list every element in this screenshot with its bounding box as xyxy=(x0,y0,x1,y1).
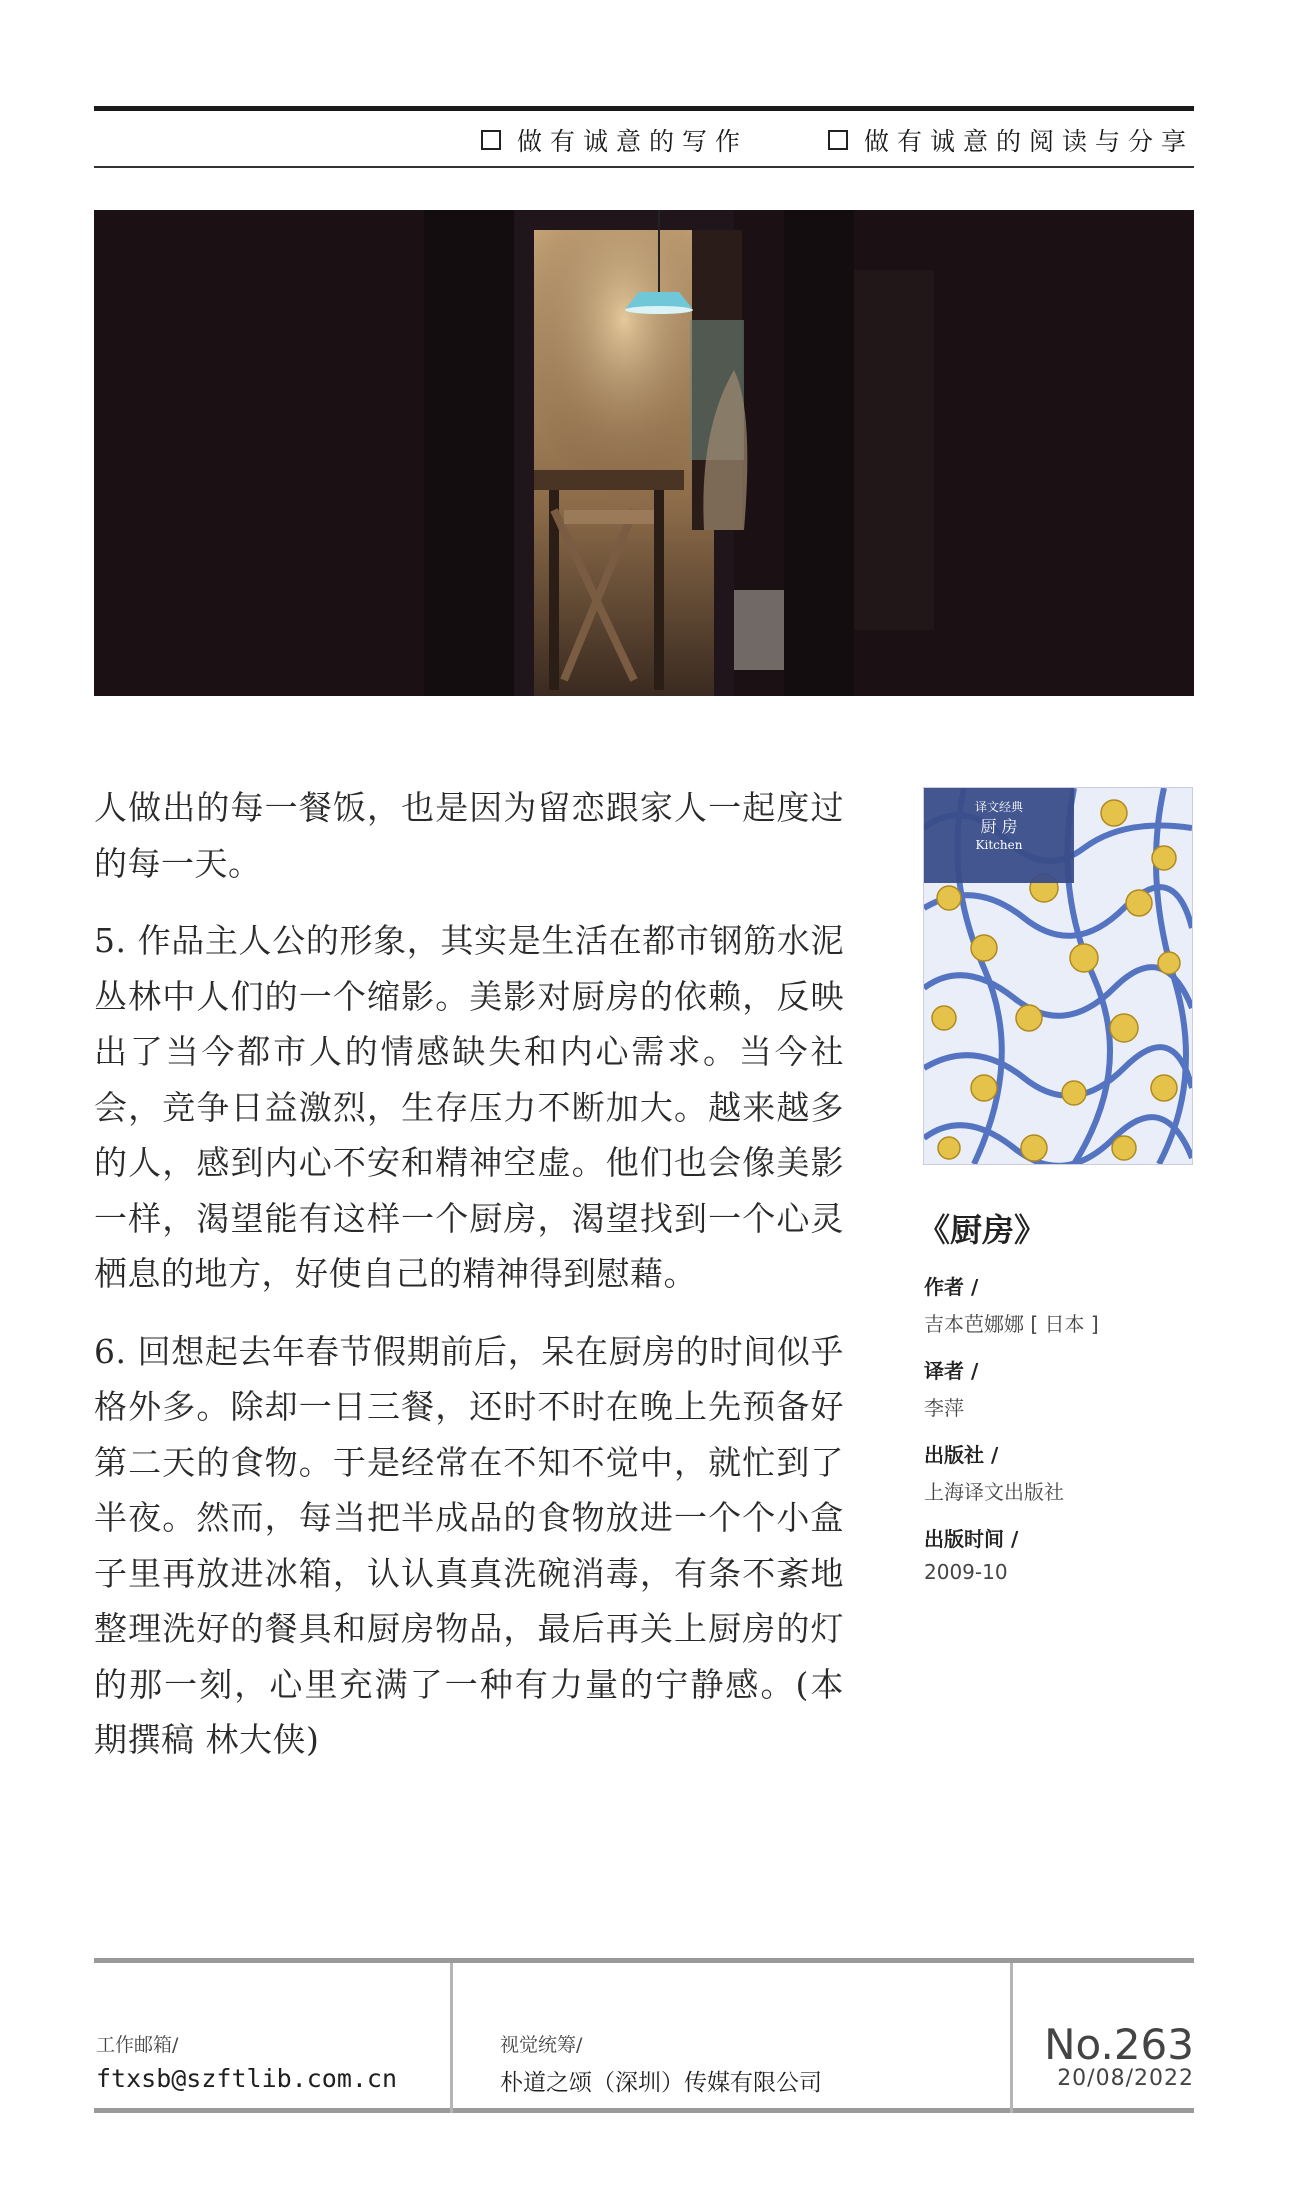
author-value: 吉本芭娜娜 [ 日本 ] xyxy=(924,1312,1099,1336)
book-cover-en: Kitchen xyxy=(975,838,1023,852)
footer-divider xyxy=(450,1963,453,2113)
slogan-writing xyxy=(481,122,748,158)
footer-rule-top xyxy=(94,1958,1194,1963)
article-paragraph: 5. 作品主人公的形象，其实是生活在都市钢筋水泥丛林中人们的一个缩影。美影对厨房的依赖，反映出了当今都市人的情感缺失和内心需求。当今社会，竞争日益激烈，生存压力不断加大。越来越多的人，感到内心不安和精神空虚。他们也会像美影一样，渴望能有这样一个厨房，渴望找到一个心灵栖息的地方，好使自己的精神得到慰藉。 xyxy=(94,921,844,1293)
footer-rule-bottom xyxy=(94,2108,1194,2113)
pubdate-label: 出版时间 / xyxy=(924,1527,1019,1551)
publisher-value: 上海译文出版社 xyxy=(924,1480,1064,1504)
author-label: 作者 / xyxy=(924,1275,979,1299)
translator-value: 李萍 xyxy=(924,1396,964,1420)
article-paragraph: 人做出的每一餐饭，也是因为留恋跟家人一起度过的每一天。 xyxy=(94,788,844,883)
pubdate-value: 2009-10 xyxy=(924,1560,1008,1584)
design-company: 朴道之颂（深圳）传媒有限公司 xyxy=(500,2070,822,2096)
email-link[interactable]: ftxsb@szftlib.com.cn xyxy=(96,2064,398,2093)
slogan-reading xyxy=(828,122,1194,158)
slogan-reading-text: 做有诚意的阅读与分享 xyxy=(863,127,1194,156)
checkbox-icon xyxy=(481,130,501,150)
book-cover-text xyxy=(924,800,1074,853)
book-title: 《厨房》 xyxy=(918,1211,1047,1249)
issue-date: 20/08/2022 xyxy=(1057,2066,1194,2091)
design-label: 视觉统筹/ xyxy=(500,2034,583,2056)
email-label: 工作邮箱/ xyxy=(96,2034,179,2056)
article-body xyxy=(94,780,844,1790)
book-info xyxy=(918,1205,1194,1584)
translator-label: 译者 / xyxy=(924,1359,979,1383)
kitchen-photo xyxy=(94,210,1194,696)
header-slogans xyxy=(94,122,1194,158)
footer-divider xyxy=(1010,1963,1013,2113)
book-cover-series: 译文经典 xyxy=(974,800,1023,814)
header-rule-top xyxy=(94,106,1194,111)
book-cover-title: 厨 房 xyxy=(980,817,1018,836)
checkbox-icon xyxy=(828,130,848,150)
publisher-label: 出版社 / xyxy=(924,1443,999,1467)
article-paragraph: 6. 回想起去年春节假期前后，呆在厨房的时间似乎格外多。除却一日三餐，还时不时在晚上先预备好第二天的食物。于是经常在不知不觉中，就忙到了半夜。然而，每当把半成品的食物放进一个个小盒子里再放进冰箱，认认真真洗碗消毒，有条不紊地整理洗好的餐具和厨房物品，最后再关上厨房的灯的那一刻，心里充满了一种有力量的宁静感。(本期撰稿 林大侠) xyxy=(94,1331,844,1759)
slogan-writing-text: 做有诚意的写作 xyxy=(516,127,748,156)
issue-number: No.263 xyxy=(1044,2020,1194,2069)
header-rule-bottom xyxy=(94,166,1194,168)
book-cover xyxy=(924,788,1192,1164)
